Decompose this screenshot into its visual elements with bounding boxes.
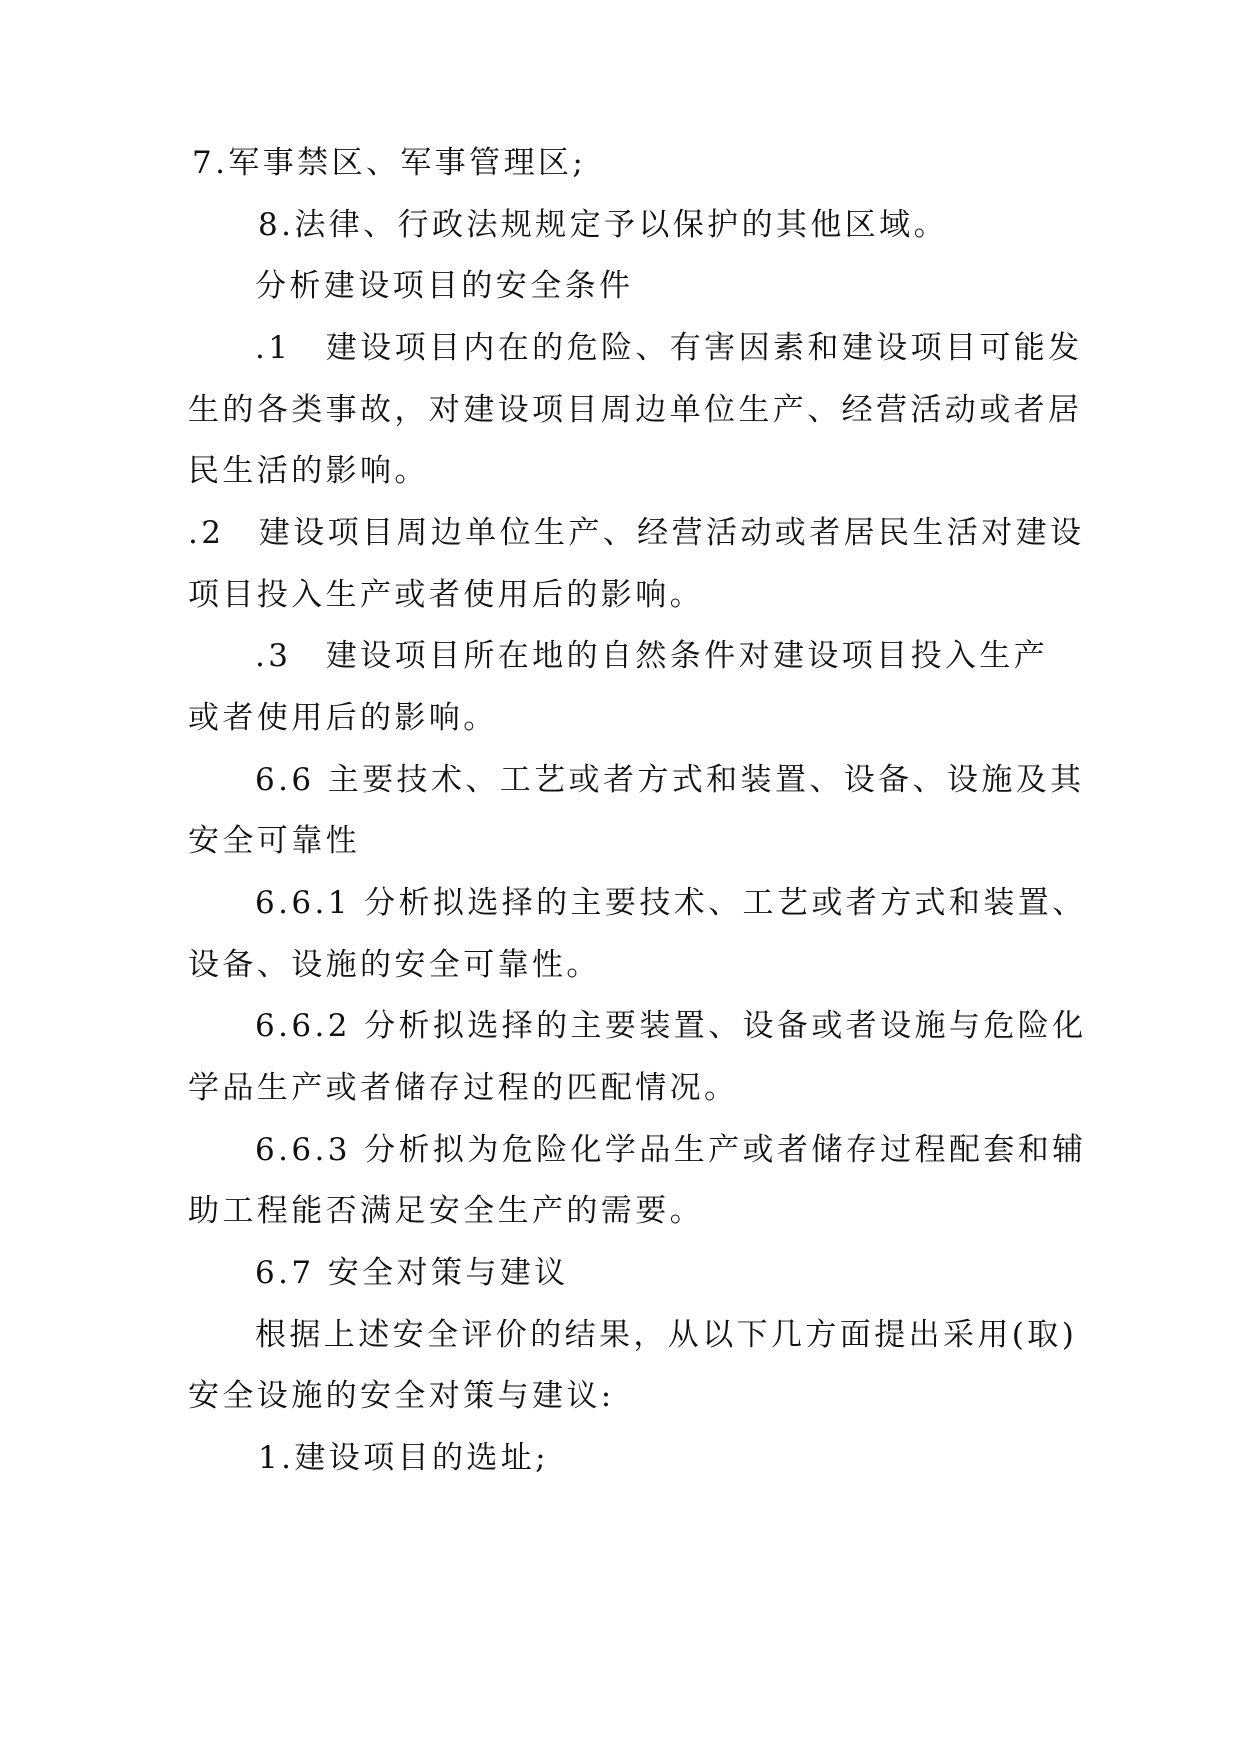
subsection-line: 6.6.2 分析拟选择的主要装置、设备或者设施与危险化: [255, 1008, 1087, 1044]
paragraph-line: 项目投入生产或者使用后的影响。: [188, 577, 704, 613]
paragraph-line: 设备、设施的安全可靠性。: [188, 947, 601, 983]
list-item-7: 7.军事禁区、军事管理区;: [192, 145, 587, 181]
paragraph-line: .1 建设项目内在的危险、有害因素和建设项目可能发: [255, 330, 1083, 366]
paragraph-line: .2 建设项目周边单位生产、经营活动或者居民生活对建设: [188, 515, 1085, 551]
paragraph-line: .3 建设项目所在地的自然条件对建设项目投入生产: [255, 638, 1049, 674]
paragraph-line: 学品生产或者储存过程的匹配情况。: [188, 1070, 739, 1106]
section-heading: 6.7 安全对策与建议: [255, 1255, 569, 1291]
list-item-1: 1.建设项目的选址;: [258, 1440, 550, 1476]
section-heading: 6.6 主要技术、工艺或者方式和装置、设备、设施及其: [255, 762, 1085, 798]
paragraph-line: 生的各类事故，对建设项目周边单位生产、经营活动或者居: [188, 392, 1083, 428]
paragraph-line: 安全可靠性: [188, 823, 360, 859]
paragraph-line: 或者使用后的影响。: [188, 700, 498, 736]
subsection-line: 6.6.1 分析拟选择的主要技术、工艺或者方式和装置、: [255, 885, 1087, 921]
subsection-line: 6.6.3 分析拟为危险化学品生产或者储存过程配套和辅: [255, 1132, 1087, 1168]
paragraph-line: 安全设施的安全对策与建议:: [188, 1378, 615, 1414]
paragraph-line: 根据上述安全评价的结果，从以下几方面提出采用(取): [255, 1317, 1078, 1353]
paragraph-line: 民生活的影响。: [188, 453, 429, 489]
list-item-8: 8.法律、行政法规规定予以保护的其他区域。: [258, 207, 948, 243]
section-heading: 分析建设项目的安全条件: [255, 268, 634, 304]
paragraph-line: 助工程能否满足安全生产的需要。: [188, 1193, 704, 1229]
